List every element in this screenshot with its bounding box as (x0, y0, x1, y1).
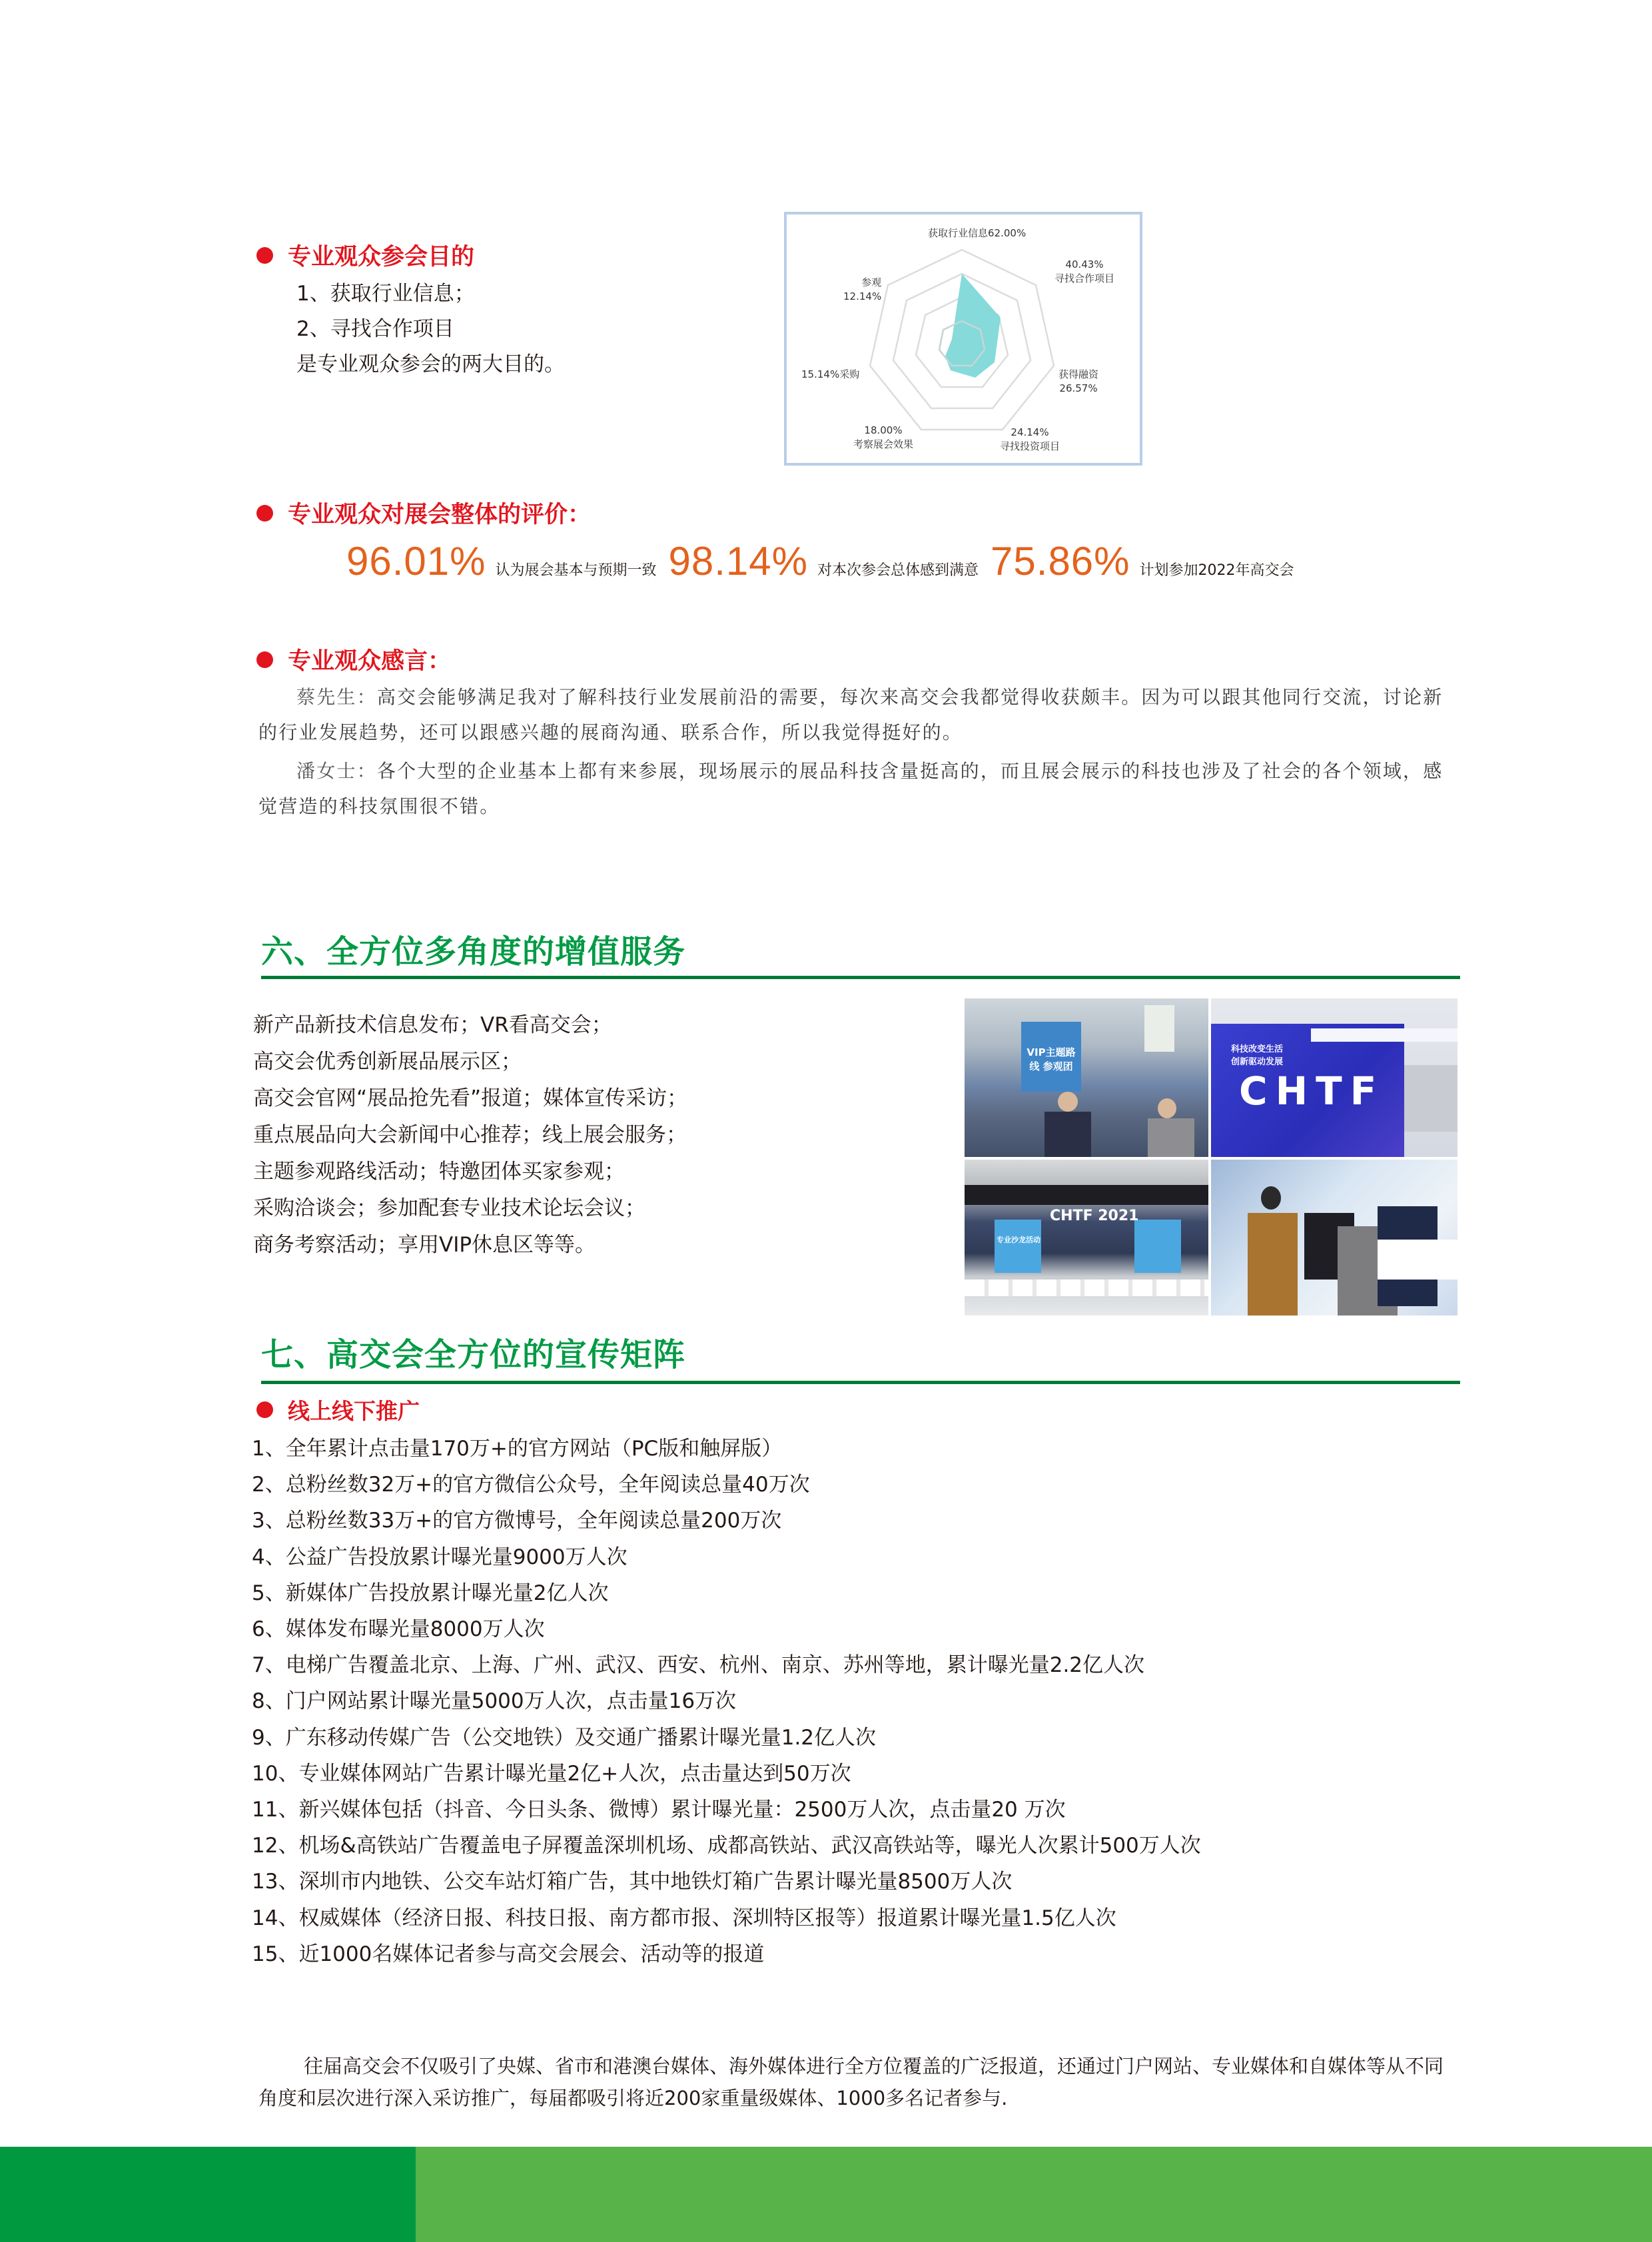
radar-label-purchase: 15.14%采购 (801, 368, 860, 380)
photo-chtf-2021 (965, 1160, 1208, 1315)
photo-background (1404, 1065, 1457, 1132)
stat-value: 96.01% (346, 539, 486, 583)
radar-label-name: 参观 (861, 276, 882, 288)
radar-label-value: 12.14% (843, 290, 882, 302)
photo-business-meeting (1211, 1160, 1457, 1315)
service-item: 重点展品向大会新闻中心推荐；线上展会服务； (253, 1123, 687, 1147)
service-item: 主题参观路线活动；特邀团体买家参观； (253, 1160, 625, 1184)
photo-caption: CHTF (1239, 1068, 1385, 1114)
closing-paragraph (258, 2050, 1457, 2114)
photo-screen-right (1134, 1220, 1181, 1273)
photo-subcaption: 专业沙龙活动 (997, 1236, 1040, 1244)
service-item: 商务考察活动；享用VIP休息区等等。 (253, 1233, 596, 1257)
purpose-list (296, 276, 565, 382)
promotion-item: 12、机场&高铁站广告覆盖电子屏覆盖深圳机场、成都高铁站、武汉高铁站等，曝光人次累计500万人次 (252, 1834, 1201, 1858)
testimonial-text: 高交会能够满足我对了解科技行业发展前沿的需要，每次来高交会我都觉得收获颇丰。因为可以跟其他同行交流，讨论新的行业发展趋势，还可以跟感兴趣的展商沟通、联系合作，所以我觉得挺好的。 (258, 686, 1444, 743)
promotion-item: 2、总粉丝数32万+的官方微信公众号，全年阅读总量40万次 (252, 1473, 810, 1497)
testimonial-author: 蔡先生： (296, 686, 377, 708)
section-6-title: 六、全方位多角度的增值服务 (261, 933, 686, 970)
promotion-item: 15、近1000名媒体记者参与高交会展会、活动等的报道 (252, 1942, 765, 1966)
promotion-item: 10、专业媒体网站广告累计曝光量2亿+人次，点击量达到50万次 (252, 1761, 851, 1786)
stat-desc: 对本次参会总体感到满意 (817, 562, 979, 579)
radar-label-financing (1058, 368, 1098, 396)
promotion-item: 9、广东移动传媒广告（公交地铁）及交通广播累计曝光量1.2亿人次 (252, 1725, 877, 1750)
radar-label-value: 40.43% (1065, 258, 1104, 270)
radar-label-investment (1000, 426, 1060, 454)
evaluation-heading (256, 496, 591, 530)
testimonial-text: 各个大型的企业基本上都有来参展，现场展示的展品科技含量挺高的，而且展会展示的科技也涉及了社会的各个领域，感觉营造的科技氛围很不错。 (258, 760, 1444, 817)
radar-chart (784, 212, 1142, 466)
radar-label-industry-info: 获取行业信息62.00% (928, 227, 1027, 239)
photo-subcaption: 科技改变生活 创新驱动发展 (1231, 1044, 1284, 1067)
promotion-list (252, 1431, 1201, 1972)
photo-person (1158, 1098, 1176, 1118)
radar-label-value: 18.00% (864, 424, 903, 436)
testimonials-heading (256, 643, 451, 676)
promotion-item: 6、媒体发布曝光量8000万人次 (252, 1617, 545, 1642)
photo-vip-tour (965, 998, 1208, 1157)
radar-label-evaluate (853, 424, 913, 452)
photo-booth-header (1311, 1028, 1457, 1042)
evaluation-heading-text: 专业观众对展会整体的评价： (288, 502, 592, 528)
photo-person-body (1248, 1213, 1298, 1315)
radar-label-name: 寻找合作项目 (1054, 272, 1115, 284)
stat-desc: 计划参加2022年高交会 (1139, 562, 1294, 579)
promotion-item: 4、公益广告投放累计曝光量9000万人次 (252, 1545, 627, 1569)
testimonial-author: 潘女士： (296, 760, 377, 782)
bullet-dot-icon (256, 247, 273, 264)
service-item: 新产品新技术信息发布；VR看高交会； (253, 1013, 612, 1037)
photo-caption: VIP主题路线 参观团 (1027, 1046, 1076, 1072)
testimonial (258, 753, 1459, 824)
radar-label-name: 考察展会效果 (853, 438, 914, 450)
promotion-item: 5、新媒体广告投放累计曝光量2亿人次 (252, 1581, 609, 1605)
promotion-subheading (256, 1394, 420, 1425)
photo-truss (965, 1185, 1208, 1205)
radar-chart-svg (787, 214, 1140, 463)
purpose-line: 2、寻找合作项目 (296, 317, 454, 341)
purpose-heading-text: 专业观众参会目的 (288, 244, 475, 270)
stat-desc: 认为展会基本与预期一致 (495, 562, 657, 579)
promotion-subheading-text: 线上线下推广 (288, 1398, 420, 1424)
promotion-item: 11、新兴媒体包括（抖音、今日头条、微博）累计曝光量：2500万人次，点击量20 万次 (252, 1798, 1066, 1822)
photo-screen-left (995, 1220, 1041, 1273)
services-list (253, 1007, 687, 1264)
photo-person-body (1148, 1118, 1194, 1157)
testimonials-body (258, 679, 1459, 824)
purpose-heading (256, 238, 474, 272)
photo-person (1261, 1186, 1281, 1210)
radar-label-cooperation (1054, 258, 1114, 286)
section-7-title: 七、高交会全方位的宣传矩阵 (261, 1336, 686, 1373)
photo-chtf-booth (1211, 998, 1457, 1157)
service-item: 高交会官网“展品抢先看”报道；媒体宣传采访； (253, 1086, 688, 1110)
radar-label-value: 24.14% (1011, 426, 1049, 438)
service-item: 采购洽谈会；参加配套专业技术论坛会议； (253, 1196, 645, 1220)
evaluation-stats (346, 538, 1306, 584)
promotion-item: 3、总粉丝数33万+的官方微博号，全年阅读总量200万次 (252, 1509, 782, 1533)
photo-person (1058, 1092, 1078, 1112)
photo-banner (1144, 1005, 1174, 1052)
testimonial (258, 679, 1459, 750)
footer-band-light (416, 2147, 1652, 2242)
promotion-item: 8、门户网站累计曝光量5000万人次，点击量16万次 (252, 1689, 737, 1714)
section-7-rule (261, 1381, 1460, 1384)
testimonials-heading-text: 专业观众感言： (288, 648, 452, 675)
closing-text: 往届高交会不仅吸引了央媒、省市和港澳台媒体、海外媒体进行全方位覆盖的广泛报道，还通过门户网站、专业媒体和自媒体等从不同角度和层次进行深入采访推广，每届都吸引将近200家重量级媒体、1000多名记者参与. (258, 2055, 1444, 2109)
radar-label-value: 26.57% (1059, 382, 1098, 394)
photo-seats (965, 1280, 1208, 1296)
photo-caption: CHTF 2021 (1050, 1208, 1139, 1224)
radar-label-visit (843, 276, 881, 304)
promotion-item: 14、权威媒体（经济日报、科技日报、南方都市报、深圳特区报等）报道累计曝光量1.5亿人次 (252, 1906, 1116, 1930)
stat-value: 75.86% (991, 539, 1130, 583)
photo-person-body (1044, 1112, 1091, 1157)
radar-label-name: 寻找投资项目 (1000, 440, 1060, 452)
stat-value: 98.14% (668, 539, 809, 583)
bullet-dot-icon (256, 1401, 273, 1418)
photo-chair (1378, 1240, 1457, 1280)
promotion-item: 7、电梯广告覆盖北京、上海、广州、武汉、西安、杭州、南京、苏州等地，累计曝光量2.2亿人次 (252, 1653, 1145, 1678)
radar-label-name: 获得融资 (1058, 368, 1099, 380)
promotion-item: 13、深圳市内地铁、公交车站灯箱广告，其中地铁灯箱广告累计曝光量8500万人次 (252, 1870, 1013, 1894)
bullet-dot-icon (256, 651, 273, 668)
footer-band-dark (0, 2147, 416, 2242)
service-item: 高交会优秀创新展品展示区； (253, 1050, 522, 1074)
purpose-line: 1、获取行业信息； (296, 282, 475, 306)
purpose-line: 是专业观众参会的两大目的。 (296, 352, 565, 376)
photo-grid (965, 998, 1457, 1315)
promotion-item: 1、全年累计点击量170万+的官方网站（PC版和触屏版） (252, 1437, 783, 1461)
section-6-rule (261, 976, 1460, 979)
bullet-dot-icon (256, 505, 273, 522)
